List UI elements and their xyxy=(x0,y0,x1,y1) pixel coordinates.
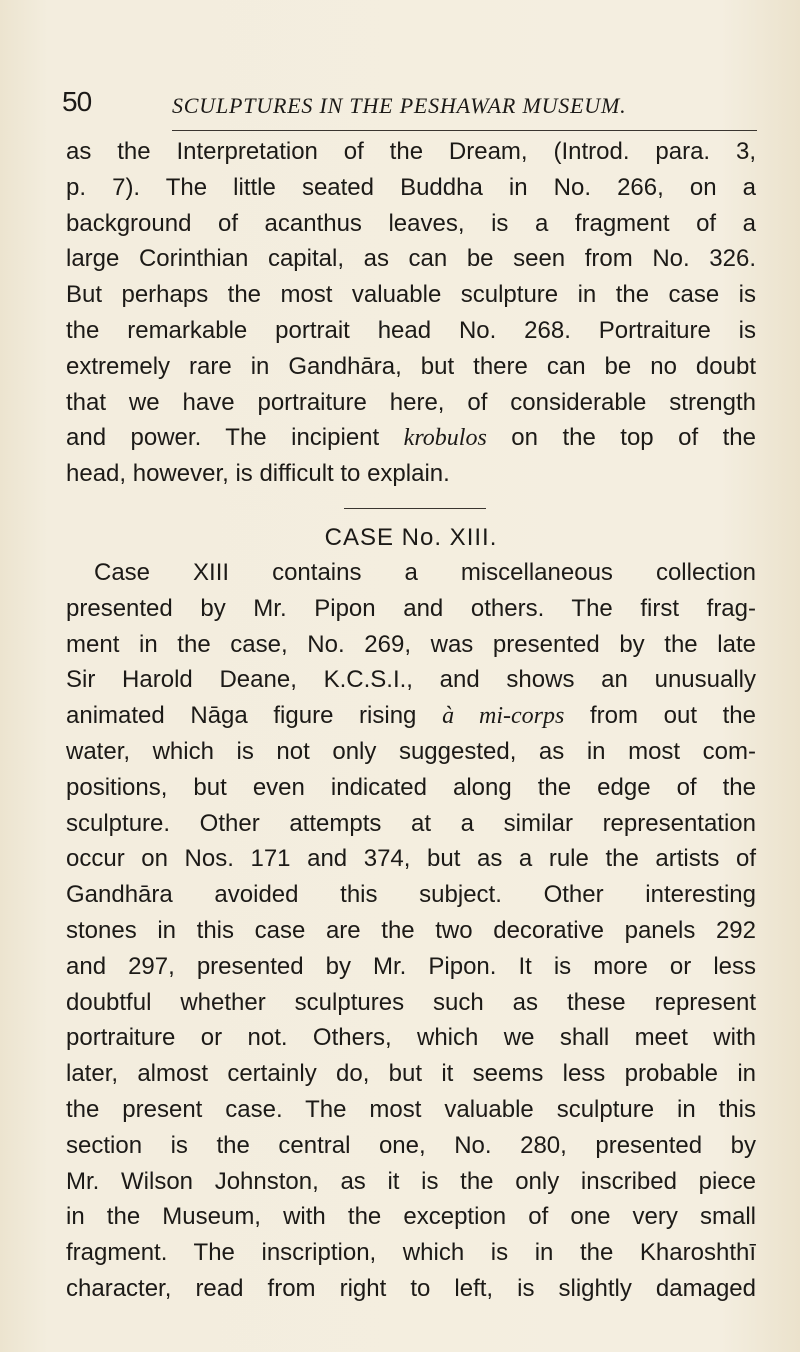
text-line: character, read from right to left, is slightly damaged xyxy=(66,1274,756,1302)
text-line: p. 7). The little seated Buddha in No. 266, on a xyxy=(66,173,756,201)
text-line: presented by Mr. Pipon and others. The first frag- xyxy=(66,594,756,622)
paragraph-2 xyxy=(66,555,756,1307)
italic-term: krobulos xyxy=(403,425,487,452)
text-span: and power. The incipient xyxy=(66,424,380,452)
text-line: in the Museum, with the exception of one very small xyxy=(66,1203,756,1231)
text-line: occur on Nos. 171 and 374, but as a rule the artists of xyxy=(66,845,756,873)
page-body xyxy=(66,134,756,1307)
text-span: on the top of the xyxy=(511,424,756,452)
text-line: doubtful whether sculptures such as these represent xyxy=(66,988,756,1016)
text-line: section is the central one, No. 280, presented by xyxy=(66,1131,756,1159)
text-line: background of acanthus leaves, is a fragment of a xyxy=(66,209,756,237)
text-line xyxy=(66,698,756,734)
text-line: as the Interpretation of the Dream, (Introd. para. 3, xyxy=(66,138,756,165)
running-head-rule xyxy=(172,130,757,131)
text-line: Sir Harold Deane, K.C.S.I., and shows an unusually xyxy=(66,666,756,694)
text-line: water, which is not only suggested, as in most com- xyxy=(66,737,756,765)
paragraph-1 xyxy=(66,134,756,492)
page-number: 50 xyxy=(62,86,92,117)
text-line: Mr. Wilson Johnston, as it is the only inscribed piece xyxy=(66,1167,756,1195)
text-line: positions, but even indicated along the edge of the xyxy=(66,773,756,801)
italic-term: à mi-corps xyxy=(442,703,565,730)
text-line: the present case. The most valuable sculpture in this xyxy=(66,1095,756,1123)
text-line: later, almost certainly do, but it seems less probable in xyxy=(66,1060,756,1088)
text-line xyxy=(66,420,756,456)
text-line: ment in the case, No. 269, was presented by the late xyxy=(66,630,756,658)
text-line: head, however, is difficult to explain. xyxy=(66,460,450,488)
text-line: stones in this case are the two decorative panels 292 xyxy=(66,916,756,944)
text-line: large Corinthian capital, as can be seen from No. 326. xyxy=(66,245,756,273)
text-line: sculpture. Other attempts at a similar representation xyxy=(66,809,756,837)
text-line: fragment. The inscription, which is in the Kharoshthī xyxy=(66,1239,756,1267)
text-line: that we have portraiture here, of considerable strength xyxy=(66,388,756,416)
text-line: But perhaps the most valuable sculpture in the case is xyxy=(66,281,756,309)
section-divider xyxy=(344,508,486,509)
text-line: Gandhāra avoided this subject. Other interesting xyxy=(66,881,756,909)
text-line: portraiture or not. Others, which we shall meet with xyxy=(66,1024,756,1052)
text-span: from out the xyxy=(590,702,757,730)
text-line: and 297, presented by Mr. Pipon. It is more or less xyxy=(66,952,756,980)
text-line: extremely rare in Gandhāra, but there can be no doubt xyxy=(66,352,756,380)
text-line: Case XIII contains a miscellaneous collection xyxy=(94,558,756,586)
running-head xyxy=(62,86,757,130)
text-line: the remarkable portrait head No. 268. Portraiture is xyxy=(66,316,756,344)
running-head-title: SCULPTURES IN THE PESHAWAR MUSEUM. xyxy=(172,93,627,118)
section-heading: CASE No. XIII. xyxy=(324,523,498,551)
text-span: animated Nāga figure rising xyxy=(66,702,417,730)
